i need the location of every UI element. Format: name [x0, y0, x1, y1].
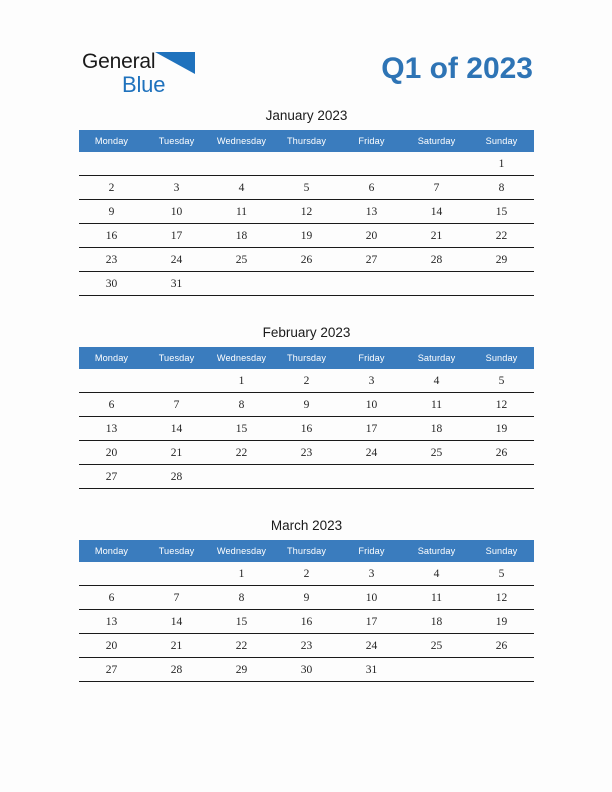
day-cell[interactable]	[469, 658, 534, 682]
day-cell[interactable]	[404, 152, 469, 176]
day-cell[interactable]: 9	[79, 200, 144, 224]
day-cell[interactable]: 21	[144, 634, 209, 658]
calendar-week-row	[79, 658, 534, 682]
weekday-monday: Monday	[79, 130, 144, 152]
weekday-wednesday: Wednesday	[209, 130, 274, 152]
weekday-header-row	[79, 347, 534, 369]
weekday-thursday: Thursday	[274, 540, 339, 562]
day-cell[interactable]: 8	[209, 393, 274, 417]
day-cell[interactable]	[404, 658, 469, 682]
day-cell[interactable]: 31	[144, 272, 209, 296]
page-title: Q1 of 2023	[381, 52, 533, 85]
day-cell[interactable]: 7	[144, 393, 209, 417]
day-cell[interactable]: 14	[144, 417, 209, 441]
month-block-february	[79, 325, 534, 489]
day-cell[interactable]: 9	[274, 586, 339, 610]
day-cell[interactable]: 4	[209, 176, 274, 200]
day-cell[interactable]: 29	[209, 658, 274, 682]
calendar-table-february	[79, 347, 534, 489]
weekday-header-row	[79, 130, 534, 152]
month-block-january	[79, 108, 534, 296]
day-cell[interactable]: 26	[274, 248, 339, 272]
day-cell[interactable]: 14	[144, 610, 209, 634]
day-cell[interactable]: 19	[469, 610, 534, 634]
logo-text-blue: Blue	[122, 72, 166, 97]
day-cell[interactable]: 18	[209, 224, 274, 248]
day-cell[interactable]: 23	[274, 634, 339, 658]
day-cell[interactable]: 5	[469, 369, 534, 393]
month-title: January 2023	[265, 108, 348, 123]
day-cell[interactable]: 17	[339, 610, 404, 634]
calendar-week-row	[79, 417, 534, 441]
weekday-sunday: Sunday	[469, 347, 534, 369]
calendar-week-row	[79, 200, 534, 224]
day-cell[interactable]: 1	[209, 562, 274, 586]
weekday-wednesday: Wednesday	[209, 540, 274, 562]
day-cell[interactable]	[274, 465, 339, 489]
weekday-saturday: Saturday	[404, 347, 469, 369]
day-cell[interactable]: 22	[209, 441, 274, 465]
day-cell[interactable]: 9	[274, 393, 339, 417]
day-cell[interactable]: 27	[79, 465, 144, 489]
day-cell[interactable]: 23	[274, 441, 339, 465]
calendar-week-row	[79, 465, 534, 489]
day-cell[interactable]: 1	[469, 152, 534, 176]
day-cell[interactable]: 31	[339, 658, 404, 682]
day-cell[interactable]: 7	[144, 586, 209, 610]
day-cell[interactable]: 2	[274, 369, 339, 393]
day-cell[interactable]: 21	[404, 224, 469, 248]
day-cell[interactable]	[79, 562, 144, 586]
day-cell[interactable]: 25	[404, 441, 469, 465]
calendar-table-january	[79, 130, 534, 296]
weekday-header-row	[79, 540, 534, 562]
calendar-week-row	[79, 272, 534, 296]
calendar-week-row	[79, 248, 534, 272]
day-cell[interactable]: 10	[339, 393, 404, 417]
day-cell[interactable]: 24	[339, 634, 404, 658]
day-cell[interactable]: 27	[339, 248, 404, 272]
weekday-tuesday: Tuesday	[144, 130, 209, 152]
calendar-week-row	[79, 562, 534, 586]
month-block-march	[79, 518, 534, 682]
weekday-tuesday: Tuesday	[144, 540, 209, 562]
weekday-thursday: Thursday	[274, 130, 339, 152]
day-cell[interactable]: 24	[339, 441, 404, 465]
day-cell[interactable]: 23	[79, 248, 144, 272]
logo-text-general: General	[82, 50, 156, 73]
day-cell[interactable]: 12	[274, 200, 339, 224]
day-cell[interactable]: 4	[404, 369, 469, 393]
calendar-week-row	[79, 369, 534, 393]
day-cell[interactable]: 14	[404, 200, 469, 224]
day-cell[interactable]: 26	[469, 441, 534, 465]
day-cell[interactable]: 28	[144, 658, 209, 682]
day-cell[interactable]: 13	[339, 200, 404, 224]
day-cell[interactable]: 24	[144, 248, 209, 272]
calendar-week-row	[79, 634, 534, 658]
day-cell[interactable]: 5	[274, 176, 339, 200]
weekday-friday: Friday	[339, 347, 404, 369]
day-cell[interactable]	[79, 369, 144, 393]
day-cell[interactable]: 6	[79, 393, 144, 417]
day-cell[interactable]: 12	[469, 393, 534, 417]
day-cell[interactable]: 3	[339, 369, 404, 393]
day-cell[interactable]: 5	[469, 562, 534, 586]
calendar-week-row	[79, 610, 534, 634]
day-cell[interactable]	[209, 465, 274, 489]
day-cell[interactable]: 19	[469, 417, 534, 441]
day-cell[interactable]	[79, 152, 144, 176]
day-cell[interactable]: 25	[404, 634, 469, 658]
day-cell[interactable]: 8	[469, 176, 534, 200]
page-header	[0, 44, 612, 100]
day-cell[interactable]: 1	[209, 369, 274, 393]
day-cell[interactable]: 13	[79, 610, 144, 634]
day-cell[interactable]: 6	[339, 176, 404, 200]
day-cell[interactable]: 2	[274, 562, 339, 586]
weekday-saturday: Saturday	[404, 540, 469, 562]
day-cell[interactable]	[404, 272, 469, 296]
day-cell[interactable]: 29	[469, 248, 534, 272]
day-cell[interactable]	[144, 562, 209, 586]
day-cell[interactable]: 7	[404, 176, 469, 200]
day-cell[interactable]: 16	[274, 610, 339, 634]
day-cell[interactable]	[339, 465, 404, 489]
day-cell[interactable]: 22	[209, 634, 274, 658]
day-cell[interactable]	[209, 152, 274, 176]
day-cell[interactable]: 3	[144, 176, 209, 200]
day-cell[interactable]	[469, 465, 534, 489]
calendar-week-row	[79, 152, 534, 176]
calendar-week-row	[79, 224, 534, 248]
day-cell[interactable]: 16	[274, 417, 339, 441]
day-cell[interactable]: 3	[339, 562, 404, 586]
day-cell[interactable]: 18	[404, 417, 469, 441]
day-cell[interactable]: 15	[209, 417, 274, 441]
day-cell[interactable]: 13	[79, 417, 144, 441]
weekday-sunday: Sunday	[469, 540, 534, 562]
day-cell[interactable]: 27	[79, 658, 144, 682]
day-cell[interactable]	[339, 272, 404, 296]
weekday-monday: Monday	[79, 540, 144, 562]
months-container	[79, 108, 534, 682]
weekday-monday: Monday	[79, 347, 144, 369]
day-cell[interactable]: 30	[274, 658, 339, 682]
day-cell[interactable]: 10	[339, 586, 404, 610]
day-cell[interactable]: 4	[404, 562, 469, 586]
day-cell[interactable]: 21	[144, 441, 209, 465]
day-cell[interactable]	[144, 152, 209, 176]
logo-bottom-row	[82, 73, 262, 97]
day-cell[interactable]: 28	[144, 465, 209, 489]
day-cell[interactable]: 19	[274, 224, 339, 248]
weekday-thursday: Thursday	[274, 347, 339, 369]
day-cell[interactable]: 20	[339, 224, 404, 248]
calendar-table-march	[79, 540, 534, 682]
day-cell[interactable]: 10	[144, 200, 209, 224]
weekday-saturday: Saturday	[404, 130, 469, 152]
day-cell[interactable]	[339, 152, 404, 176]
day-cell[interactable]: 28	[404, 248, 469, 272]
triangle-icon	[155, 52, 195, 74]
day-cell[interactable]: 17	[144, 224, 209, 248]
weekday-friday: Friday	[339, 130, 404, 152]
day-cell[interactable]: 30	[79, 272, 144, 296]
calendar-week-row	[79, 393, 534, 417]
month-title: March 2023	[270, 518, 343, 533]
day-cell[interactable]: 20	[79, 634, 144, 658]
weekday-wednesday: Wednesday	[209, 347, 274, 369]
day-cell[interactable]: 11	[404, 393, 469, 417]
calendar-week-row	[79, 586, 534, 610]
day-cell[interactable]	[209, 272, 274, 296]
weekday-sunday: Sunday	[469, 130, 534, 152]
day-cell[interactable]	[274, 272, 339, 296]
day-cell[interactable]: 2	[79, 176, 144, 200]
day-cell[interactable]: 11	[404, 586, 469, 610]
weekday-friday: Friday	[339, 540, 404, 562]
day-cell[interactable]: 25	[209, 248, 274, 272]
day-cell[interactable]: 11	[209, 200, 274, 224]
day-cell[interactable]	[274, 152, 339, 176]
calendar-week-row	[79, 176, 534, 200]
day-cell[interactable]	[404, 465, 469, 489]
day-cell[interactable]	[144, 369, 209, 393]
day-cell[interactable]: 22	[469, 224, 534, 248]
day-cell[interactable]: 8	[209, 586, 274, 610]
weekday-tuesday: Tuesday	[144, 347, 209, 369]
day-cell[interactable]: 16	[79, 224, 144, 248]
day-cell[interactable]: 26	[469, 634, 534, 658]
day-cell[interactable]: 6	[79, 586, 144, 610]
day-cell[interactable]: 15	[209, 610, 274, 634]
month-title: February 2023	[262, 325, 351, 340]
day-cell[interactable]: 18	[404, 610, 469, 634]
calendar-week-row	[79, 441, 534, 465]
day-cell[interactable]: 12	[469, 586, 534, 610]
day-cell[interactable]	[469, 272, 534, 296]
logo-top-row	[82, 50, 262, 74]
brand-logo[interactable]	[82, 50, 262, 100]
day-cell[interactable]: 20	[79, 441, 144, 465]
day-cell[interactable]: 15	[469, 200, 534, 224]
day-cell[interactable]: 17	[339, 417, 404, 441]
